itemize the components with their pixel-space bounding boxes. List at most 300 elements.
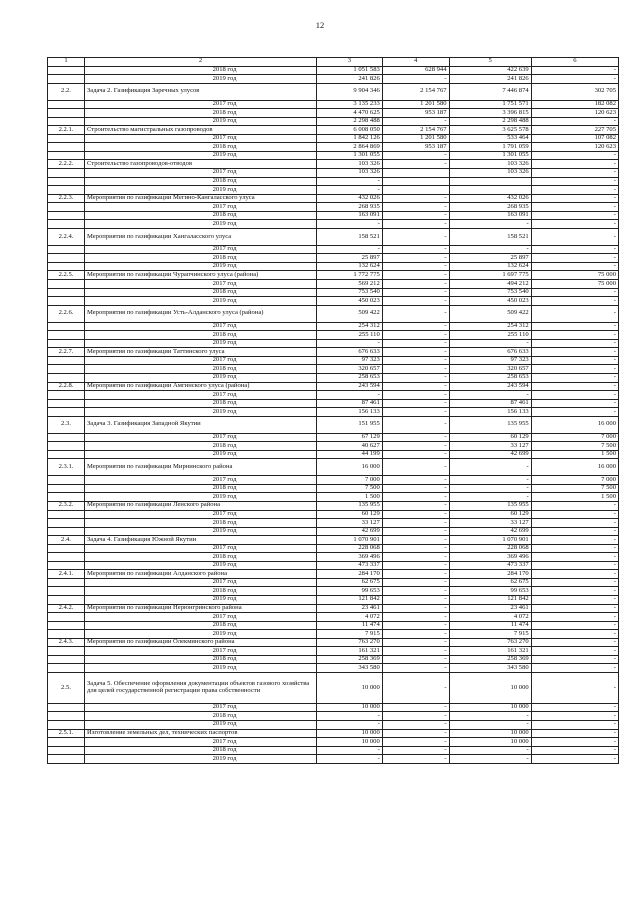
local-budget-cell: -	[531, 220, 618, 229]
local-budget-cell: -	[531, 339, 618, 348]
federal-budget-cell: -	[382, 391, 449, 400]
local-budget-cell: -	[531, 561, 618, 570]
row-number-cell	[48, 664, 85, 673]
total-cell: 268 935	[317, 203, 383, 212]
description-cell: 2018 год	[84, 484, 316, 493]
republic-budget-cell: 1 697 775	[449, 271, 531, 280]
republic-budget-cell: 432 026	[449, 194, 531, 203]
federal-budget-cell: -	[382, 527, 449, 536]
local-budget-cell: 302 705	[531, 83, 618, 100]
federal-budget-cell: -	[382, 416, 449, 433]
federal-budget-cell: -	[382, 638, 449, 647]
row-number-cell	[48, 117, 85, 126]
federal-budget-cell: -	[382, 262, 449, 271]
year-row	[48, 245, 619, 254]
total-cell: 369 496	[317, 553, 383, 562]
federal-budget-cell: -	[382, 203, 449, 212]
total-cell: 7 915	[317, 630, 383, 639]
row-number-cell	[48, 186, 85, 195]
column-header: 4	[382, 58, 449, 67]
total-cell: 320 657	[317, 365, 383, 374]
description-cell: Мероприятия по газификации Амгинского улуса (района)	[84, 382, 316, 391]
row-number-cell: 2.2.6.	[48, 305, 85, 322]
year-row	[48, 476, 619, 485]
row-number-cell: 2.4.2.	[48, 604, 85, 613]
local-budget-cell: -	[531, 356, 618, 365]
republic-budget-cell: 158 521	[449, 228, 531, 245]
year-row	[48, 712, 619, 721]
federal-budget-cell: 2 154 767	[382, 83, 449, 100]
year-row	[48, 339, 619, 348]
table-body	[48, 58, 619, 764]
row-number-cell	[48, 484, 85, 493]
republic-budget-cell: 228 068	[449, 544, 531, 553]
federal-budget-cell: -	[382, 442, 449, 451]
federal-budget-cell: -	[382, 484, 449, 493]
local-budget-cell: 75 000	[531, 280, 618, 289]
federal-budget-cell	[382, 169, 449, 178]
republic-budget-cell: 60 129	[449, 510, 531, 519]
description-cell: 2019 год	[84, 262, 316, 271]
federal-budget-cell: -	[382, 348, 449, 357]
year-row	[48, 211, 619, 220]
republic-budget-cell: 10 000	[449, 672, 531, 703]
year-row	[48, 442, 619, 451]
row-number-cell	[48, 433, 85, 442]
description-cell: 2019 год	[84, 186, 316, 195]
republic-budget-cell: 243 594	[449, 382, 531, 391]
republic-budget-cell: 3 396 815	[449, 109, 531, 118]
year-row	[48, 100, 619, 109]
row-number-cell	[48, 151, 85, 160]
republic-budget-cell: 135 955	[449, 416, 531, 433]
description-cell: 2018 год	[84, 177, 316, 186]
year-row	[48, 647, 619, 656]
republic-budget-cell: 33 127	[449, 442, 531, 451]
total-cell: 2 864 869	[317, 143, 383, 152]
republic-budget-cell	[449, 186, 531, 195]
republic-budget-cell: 7 915	[449, 630, 531, 639]
row-number-cell: 2.4.1.	[48, 570, 85, 579]
federal-budget-cell: -	[382, 664, 449, 673]
total-cell: 473 337	[317, 561, 383, 570]
federal-budget-cell: -	[382, 356, 449, 365]
federal-budget-cell: 953 187	[382, 143, 449, 152]
row-number-cell: 2.3.	[48, 416, 85, 433]
description-cell: 2017 год	[84, 391, 316, 400]
local-budget-cell: -	[531, 203, 618, 212]
row-number-cell	[48, 254, 85, 263]
year-row	[48, 746, 619, 755]
republic-budget-cell: 763 270	[449, 638, 531, 647]
description-cell: Задача 5. Обеспечение оформления документации объектов газового хозяйства для целей государственной регистрации права собственности	[84, 672, 316, 703]
total-cell: 99 653	[317, 587, 383, 596]
total-cell: 161 321	[317, 647, 383, 656]
total-cell: -	[317, 755, 383, 764]
year-row	[48, 109, 619, 118]
row-number-cell	[48, 527, 85, 536]
year-row	[48, 297, 619, 306]
year-row	[48, 595, 619, 604]
local-budget-cell: 7 000	[531, 476, 618, 485]
republic-budget-cell: 509 422	[449, 305, 531, 322]
description-cell: 2017 год	[84, 613, 316, 622]
column-header: 2	[84, 58, 316, 67]
federal-budget-cell: -	[382, 288, 449, 297]
local-budget-cell: -	[531, 169, 618, 178]
republic-budget-cell: -	[449, 245, 531, 254]
description-cell: 2018 год	[84, 66, 316, 75]
republic-budget-cell: 97 323	[449, 356, 531, 365]
row-number-cell	[48, 721, 85, 730]
federal-budget-cell: 1 201 580	[382, 134, 449, 143]
year-row	[48, 630, 619, 639]
total-cell: 4 072	[317, 613, 383, 622]
republic-budget-cell: 10 000	[449, 738, 531, 747]
description-cell: 2019 год	[84, 373, 316, 382]
republic-budget-cell: 473 337	[449, 561, 531, 570]
total-cell: 121 842	[317, 595, 383, 604]
federal-budget-cell: -	[382, 220, 449, 229]
republic-budget-cell: -	[449, 721, 531, 730]
year-row	[48, 738, 619, 747]
row-number-cell: 2.2.4.	[48, 228, 85, 245]
total-cell: 241 826	[317, 75, 383, 84]
local-budget-cell: -	[531, 305, 618, 322]
description-cell: 2018 год	[84, 143, 316, 152]
row-number-cell: 2.4.3.	[48, 638, 85, 647]
description-cell: 2019 год	[84, 630, 316, 639]
year-row	[48, 365, 619, 374]
row-number-cell	[48, 587, 85, 596]
total-cell: 97 323	[317, 356, 383, 365]
row-number-cell: 2.3.2.	[48, 501, 85, 510]
federal-budget-cell: -	[382, 373, 449, 382]
description-cell: 2017 год	[84, 476, 316, 485]
row-number-cell	[48, 373, 85, 382]
description-cell: 2017 год	[84, 169, 316, 178]
year-row	[48, 262, 619, 271]
year-row	[48, 433, 619, 442]
local-budget-cell: -	[531, 664, 618, 673]
description-cell: 2017 год	[84, 647, 316, 656]
local-budget-cell: 7 500	[531, 442, 618, 451]
page-number: 12	[315, 20, 325, 30]
total-cell: 16 000	[317, 459, 383, 476]
local-budget-cell: -	[531, 604, 618, 613]
year-row	[48, 561, 619, 570]
total-cell: 60 129	[317, 510, 383, 519]
year-row	[48, 527, 619, 536]
row-number-cell	[48, 220, 85, 229]
local-budget-cell: 1 500	[531, 450, 618, 459]
federal-budget-cell: -	[382, 305, 449, 322]
table-row	[48, 83, 619, 100]
local-budget-cell: -	[531, 578, 618, 587]
row-number-cell	[48, 578, 85, 587]
total-cell: 62 675	[317, 578, 383, 587]
total-cell: 25 897	[317, 254, 383, 263]
year-row	[48, 655, 619, 664]
federal-budget-cell: -	[382, 399, 449, 408]
row-number-cell: 2.5.1.	[48, 729, 85, 738]
table-row	[48, 126, 619, 135]
total-cell: 151 955	[317, 416, 383, 433]
federal-budget-cell: -	[382, 280, 449, 289]
row-number-cell: 2.2.8.	[48, 382, 85, 391]
local-budget-cell: -	[531, 703, 618, 712]
row-number-cell	[48, 211, 85, 220]
federal-budget-cell: -	[382, 501, 449, 510]
total-cell: 33 127	[317, 519, 383, 528]
description-cell: Мероприятия по газификации Алданского района	[84, 570, 316, 579]
republic-budget-cell: 255 110	[449, 331, 531, 340]
description-cell: Мероприятия по газификации Мегино-Кангаласского улуса	[84, 194, 316, 203]
federal-budget-cell: -	[382, 408, 449, 417]
row-number-cell	[48, 280, 85, 289]
description-cell: 2018 год	[84, 655, 316, 664]
republic-budget-cell: 320 657	[449, 365, 531, 374]
local-budget-cell: -	[531, 536, 618, 545]
republic-budget-cell	[449, 177, 531, 186]
federal-budget-cell: -	[382, 433, 449, 442]
description-cell: 2018 год	[84, 109, 316, 118]
republic-budget-cell: 135 955	[449, 501, 531, 510]
total-cell: -	[317, 339, 383, 348]
local-budget-cell: 1 500	[531, 493, 618, 502]
description-cell: 2017 год	[84, 134, 316, 143]
row-number-cell	[48, 510, 85, 519]
local-budget-cell: 107 082	[531, 134, 618, 143]
row-number-cell	[48, 66, 85, 75]
table-row	[48, 271, 619, 280]
republic-budget-cell: 422 639	[449, 66, 531, 75]
table-row	[48, 604, 619, 613]
local-budget-cell: -	[531, 587, 618, 596]
description-cell: Мероприятия по газификации Олекминского района	[84, 638, 316, 647]
local-budget-cell: -	[531, 738, 618, 747]
local-budget-cell: -	[531, 621, 618, 630]
republic-budget-cell: 23 461	[449, 604, 531, 613]
local-budget-cell: -	[531, 245, 618, 254]
year-row	[48, 169, 619, 178]
description-cell: 2019 год	[84, 220, 316, 229]
total-cell: 163 091	[317, 211, 383, 220]
year-row	[48, 510, 619, 519]
local-budget-cell: -	[531, 399, 618, 408]
local-budget-cell: -	[531, 570, 618, 579]
row-number-cell	[48, 262, 85, 271]
federal-budget-cell: 628 944	[382, 66, 449, 75]
total-cell: 7 500	[317, 484, 383, 493]
description-cell: 2019 год	[84, 755, 316, 764]
republic-budget-cell: 1 751 571	[449, 100, 531, 109]
republic-budget-cell: 1 791 059	[449, 143, 531, 152]
row-number-cell	[48, 391, 85, 400]
local-budget-cell: -	[531, 501, 618, 510]
local-budget-cell: -	[531, 211, 618, 220]
row-number-cell	[48, 655, 85, 664]
federal-budget-cell: -	[382, 672, 449, 703]
row-number-cell: 2.2.3.	[48, 194, 85, 203]
local-budget-cell: -	[531, 519, 618, 528]
row-number-cell	[48, 613, 85, 622]
republic-budget-cell: 258 369	[449, 655, 531, 664]
republic-budget-cell: 103 326	[449, 169, 531, 178]
row-number-cell	[48, 630, 85, 639]
total-cell: 509 422	[317, 305, 383, 322]
description-cell: 2017 год	[84, 203, 316, 212]
description-cell: Мероприятия по газификации Усть-Алданского улуса (района)	[84, 305, 316, 322]
republic-budget-cell: 241 826	[449, 75, 531, 84]
federal-budget-cell: -	[382, 519, 449, 528]
total-cell: 10 000	[317, 738, 383, 747]
republic-budget-cell: 268 935	[449, 203, 531, 212]
table-row	[48, 672, 619, 703]
year-row	[48, 151, 619, 160]
federal-budget-cell: -	[382, 382, 449, 391]
year-row	[48, 703, 619, 712]
year-row	[48, 408, 619, 417]
total-cell: 1 842 126	[317, 134, 383, 143]
federal-budget-cell: -	[382, 729, 449, 738]
row-number-cell	[48, 331, 85, 340]
total-cell: -	[317, 177, 383, 186]
local-budget-cell: -	[531, 382, 618, 391]
total-cell: 156 133	[317, 408, 383, 417]
federal-budget-cell: -	[382, 297, 449, 306]
total-cell: 763 270	[317, 638, 383, 647]
local-budget-cell: -	[531, 630, 618, 639]
description-cell: 2019 год	[84, 493, 316, 502]
federal-budget-cell: -	[382, 536, 449, 545]
table-row	[48, 305, 619, 322]
row-number-cell	[48, 75, 85, 84]
republic-budget-cell: -	[449, 476, 531, 485]
total-cell: -	[317, 391, 383, 400]
year-row	[48, 177, 619, 186]
federal-budget-cell: -	[382, 613, 449, 622]
description-cell: 2017 год	[84, 578, 316, 587]
description-cell: 2018 год	[84, 587, 316, 596]
total-cell: 10 000	[317, 672, 383, 703]
description-cell: Задача 4. Газификация Южной Якутии	[84, 536, 316, 545]
local-budget-cell: -	[531, 729, 618, 738]
republic-budget-cell: -	[449, 339, 531, 348]
row-number-cell	[48, 169, 85, 178]
local-budget-cell: -	[531, 391, 618, 400]
table-row	[48, 729, 619, 738]
local-budget-cell: 7 500	[531, 484, 618, 493]
republic-budget-cell: 533 464	[449, 134, 531, 143]
row-number-cell	[48, 561, 85, 570]
local-budget-cell: -	[531, 365, 618, 374]
row-number-cell	[48, 647, 85, 656]
table-header-row	[48, 58, 619, 67]
column-header: 5	[449, 58, 531, 67]
federal-budget-cell: -	[382, 510, 449, 519]
republic-budget-cell: 2 298 488	[449, 117, 531, 126]
local-budget-cell: -	[531, 151, 618, 160]
description-cell: 2019 год	[84, 408, 316, 417]
republic-budget-cell: -	[449, 220, 531, 229]
total-cell: 10 000	[317, 729, 383, 738]
description-cell: Мероприятия по газификации Нерюнгринского района	[84, 604, 316, 613]
local-budget-cell: -	[531, 177, 618, 186]
row-number-cell	[48, 100, 85, 109]
year-row	[48, 399, 619, 408]
year-row	[48, 578, 619, 587]
row-number-cell: 2.5.	[48, 672, 85, 703]
federal-budget-cell: -	[382, 738, 449, 747]
row-number-cell	[48, 712, 85, 721]
row-number-cell: 2.2.5.	[48, 271, 85, 280]
local-budget-cell: -	[531, 527, 618, 536]
table-row	[48, 536, 619, 545]
row-number-cell	[48, 288, 85, 297]
federal-budget-cell: -	[382, 476, 449, 485]
republic-budget-cell: 450 023	[449, 297, 531, 306]
total-cell: 343 580	[317, 664, 383, 673]
total-cell: 103 326	[317, 169, 383, 178]
year-row	[48, 613, 619, 622]
federal-budget-cell: -	[382, 703, 449, 712]
table-row	[48, 382, 619, 391]
local-budget-cell: 120 623	[531, 143, 618, 152]
republic-budget-cell: 494 212	[449, 280, 531, 289]
federal-budget-cell: -	[382, 544, 449, 553]
description-cell: Задача 2. Газификация Заречных улусов	[84, 83, 316, 100]
local-budget-cell: -	[531, 655, 618, 664]
total-cell: 103 326	[317, 160, 383, 169]
republic-budget-cell: 11 474	[449, 621, 531, 630]
federal-budget-cell: -	[382, 655, 449, 664]
row-number-cell	[48, 322, 85, 331]
year-row	[48, 186, 619, 195]
year-row	[48, 391, 619, 400]
local-budget-cell: -	[531, 712, 618, 721]
local-budget-cell: -	[531, 288, 618, 297]
local-budget-cell: 75 000	[531, 271, 618, 280]
republic-budget-cell: 156 133	[449, 408, 531, 417]
description-cell: 2019 год	[84, 595, 316, 604]
republic-budget-cell: 99 653	[449, 587, 531, 596]
column-header: 1	[48, 58, 85, 67]
description-cell: 2018 год	[84, 288, 316, 297]
year-row	[48, 66, 619, 75]
republic-budget-cell: 3 625 578	[449, 126, 531, 135]
description-cell: Мероприятия по газификации Хангаласского улуса	[84, 228, 316, 245]
row-number-cell: 2.3.1.	[48, 459, 85, 476]
table-row	[48, 416, 619, 433]
column-header: 6	[531, 58, 618, 67]
total-cell: 4 470 625	[317, 109, 383, 118]
federal-budget-cell: -	[382, 331, 449, 340]
total-cell: 228 068	[317, 544, 383, 553]
row-number-cell: 2.2.	[48, 83, 85, 100]
federal-budget-cell: 2 154 767	[382, 126, 449, 135]
local-budget-cell: -	[531, 746, 618, 755]
local-budget-cell: -	[531, 373, 618, 382]
description-cell: 2018 год	[84, 553, 316, 562]
year-row	[48, 664, 619, 673]
description-cell: Мероприятия по газификации Ленского района	[84, 501, 316, 510]
federal-budget-cell: -	[382, 604, 449, 613]
total-cell: -	[317, 220, 383, 229]
description-cell: 2018 год	[84, 331, 316, 340]
republic-budget-cell: 7 446 874	[449, 83, 531, 100]
description-cell: 2017 год	[84, 245, 316, 254]
